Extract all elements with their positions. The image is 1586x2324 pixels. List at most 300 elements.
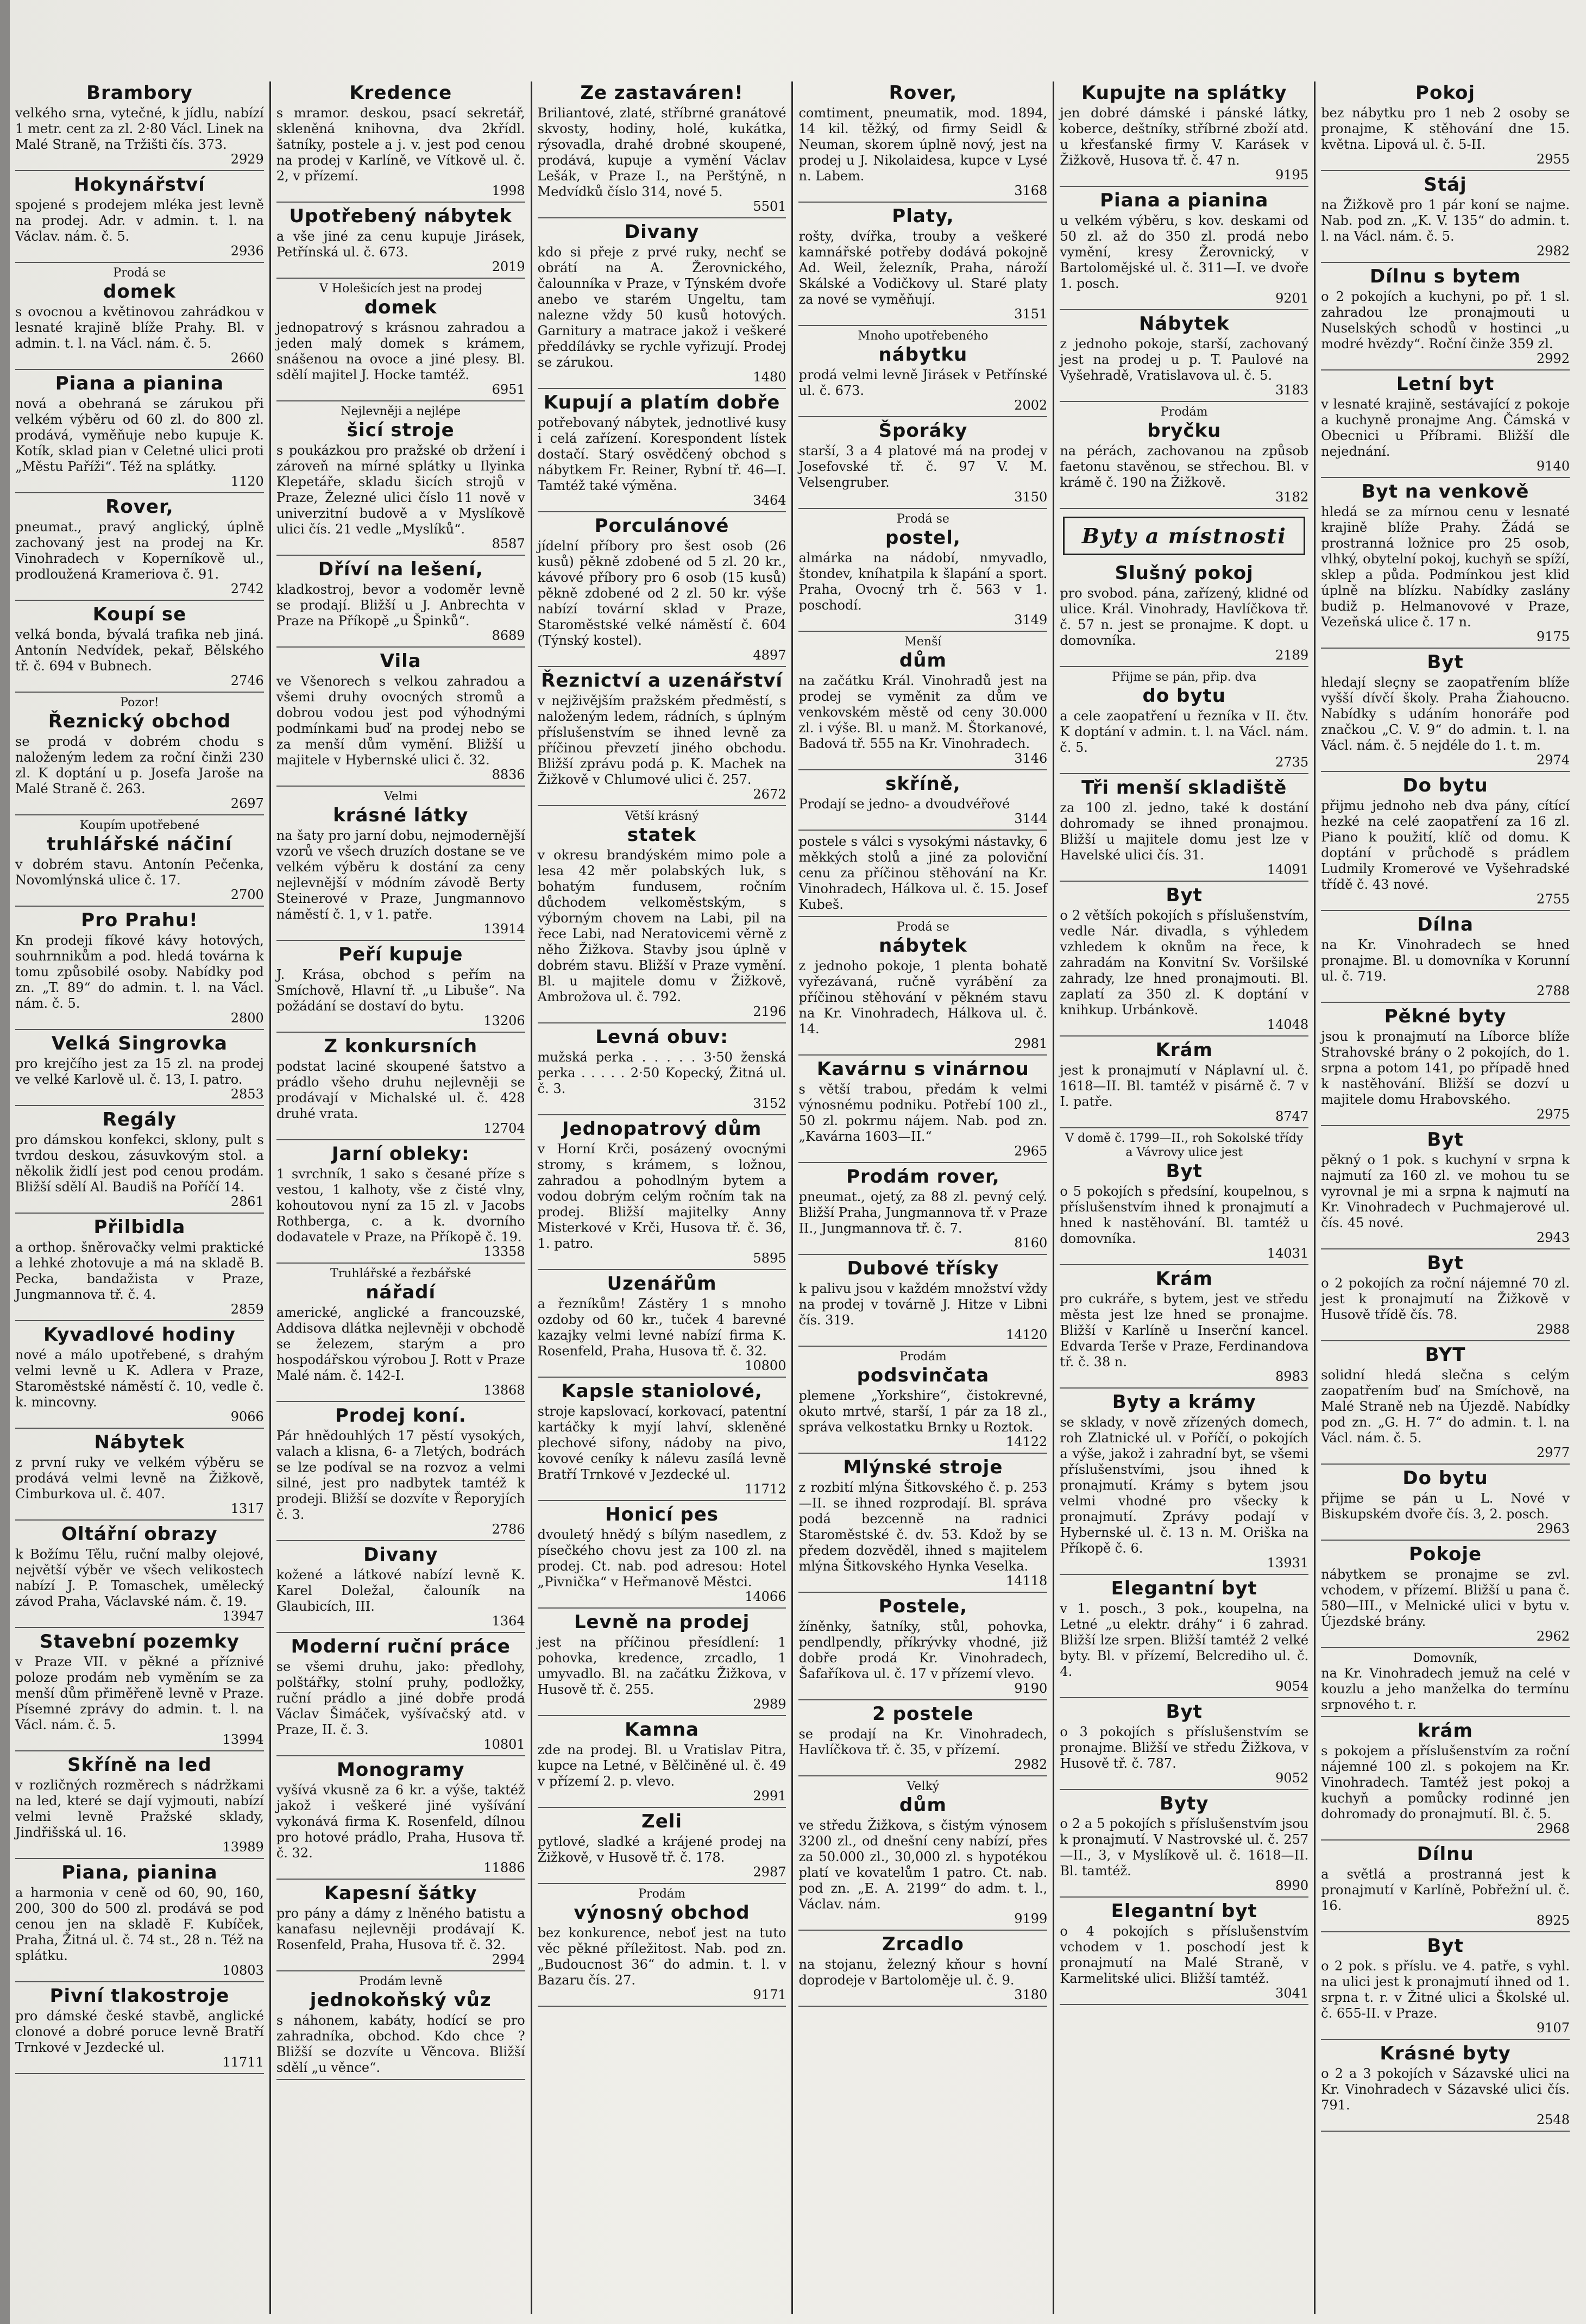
ad-headline: nábytek bbox=[879, 935, 967, 957]
classified-columns bbox=[10, 81, 1575, 2314]
ad-number: 2755 bbox=[1536, 891, 1570, 907]
classified-ad bbox=[1321, 2043, 1570, 2132]
ad-headline: Krám bbox=[1155, 1268, 1213, 1290]
ad-headline: Porculánové bbox=[594, 515, 729, 537]
ad-headline: skříně, bbox=[885, 773, 961, 795]
classified-ad bbox=[15, 1324, 264, 1429]
ad-headline: krásné látky bbox=[333, 805, 469, 826]
classified-ad bbox=[538, 1504, 786, 1609]
ad-headline: Pěkné byty bbox=[1384, 1006, 1507, 1027]
ad-headline: Byty a krámy bbox=[1112, 1391, 1256, 1413]
ad-kicker: Prodám levně bbox=[359, 1975, 443, 1988]
ad-headline: Hokynářství bbox=[74, 174, 205, 196]
classified-ad bbox=[1060, 405, 1308, 509]
ad-body: žíněnky, šatníky, stůl, pohovka, pendlpendly, příkrývky vhodné, již dobře prodá Kr. Vinohradech, Šafaříkova ul. č. 17 v přízemí vlevo. bbox=[798, 1619, 1048, 1681]
ad-number: 14122 bbox=[1005, 1434, 1048, 1449]
classified-ad bbox=[1060, 190, 1308, 310]
classified-ad bbox=[1321, 1936, 1570, 2040]
ad-number: 14031 bbox=[1267, 1246, 1309, 1261]
ad-body: postele s válci s vysokými nástavky, 6 měkkých stolů a jiné za poloviční cenu za příčinou stěhování na Kr. Vinohradech, Hálkova ul. č. 15. Josef Kubeš. bbox=[798, 834, 1048, 912]
ad-number: 9199 bbox=[1014, 1911, 1048, 1926]
ad-number: 2991 bbox=[753, 1788, 786, 1804]
ad-number: 2700 bbox=[230, 887, 264, 902]
classified-ad bbox=[276, 1544, 525, 1633]
ad-body: hledá se za mírnou cenu v lesnaté krajině blíže Prahy. Žádá se prostranná ložnice pro 25 osob, vlhký, obytelní pokoj, kuchyň se spíží, sklep a půda. Podmínkou jest klid úplně na blízku. Nabídky zaslány budiž p. Helmanovové v Praze, Vezeňská ulice č. 17 n. bbox=[1321, 504, 1570, 630]
ad-number: 2002 bbox=[1014, 398, 1048, 413]
ad-headline: podsvinčata bbox=[857, 1365, 990, 1386]
ad-body: na Kr. Vinohradech jemuž na celé v kouzlu a jeho manželka do termínu srpnového t. r. bbox=[1321, 1666, 1570, 1712]
ad-number: 2974 bbox=[1536, 752, 1570, 768]
ad-number: 2800 bbox=[230, 1010, 264, 1026]
classified-ad bbox=[276, 1405, 525, 1541]
ad-body: kladkostroj, bevor a vodoměr levně se prodají. Bližší u J. Anbrechta v Praze na Příkopě „u Špinků“. bbox=[276, 582, 525, 629]
ad-headline: Z konkursních bbox=[324, 1035, 478, 1057]
ad-headline: Dílnu bbox=[1417, 1843, 1474, 1865]
ad-headline: Dílnu s bytem bbox=[1370, 266, 1521, 287]
ad-headline: Rover, bbox=[889, 82, 958, 104]
ad-number: 11886 bbox=[483, 1860, 525, 1875]
classified-ad bbox=[15, 1986, 264, 2074]
ad-number: 2963 bbox=[1536, 1521, 1570, 1536]
ad-number: 8689 bbox=[492, 628, 525, 643]
classified-ad bbox=[538, 1719, 786, 1808]
ad-number: 3151 bbox=[1014, 306, 1048, 322]
ad-body: v nejživějším pražském předměstí, s naloženým ledem, rádních, s úplným příslušenstvím se ihned levně za příčinou převzetí jiného obchodu. Bližší zprávu podá p. K. Machek na Žižkově v Chlumové ulici č. 257. bbox=[537, 693, 786, 787]
classified-ad bbox=[1060, 83, 1308, 187]
ad-body: o 5 pokojích s předsíní, koupelnou, s příslušenstvím ihned k pronajmutí a hned k nastěhování. Bl. tamtéž u domovníka. bbox=[1060, 1184, 1309, 1246]
ad-number: 2788 bbox=[1536, 983, 1570, 998]
ad-kicker: Větší krásný bbox=[625, 809, 699, 823]
ad-number: 2982 bbox=[1014, 1757, 1048, 1772]
ad-number: 14048 bbox=[1267, 1017, 1309, 1032]
ad-body: na šaty pro jarní dobu, nejmodernější vzorů ve všech druzích dostane se ve velkém výběru k dostání za ceny nejlevnější v módním závodě Berty Steinerové v Praze, Jungmannovo náměstí č. 1, v 1. patře. bbox=[276, 828, 525, 922]
ad-number: 9201 bbox=[1275, 291, 1309, 306]
ad-number: 5895 bbox=[753, 1251, 786, 1266]
ad-body: v lesnaté krajině, sestávající z pokoje a kuchyně pronajme Ang. Čámská v Obecnici u Příbrami. Bližší dle nejednání. bbox=[1321, 397, 1570, 459]
ad-body: s větší trabou, předám k velmi výnosnému podniku. Potřebí 100 zl., 50 zl. pokrmu nájem. Nab. pod zn. „Kavárna 1603—II.“ bbox=[798, 1082, 1048, 1144]
ad-body: potřebovaný nábytek, jednotlivé kusy i celá zařízení. Korespondent lístek dostačí. Starý osvědčený obchod s nábytkem Fr. Reiner, Rybní tř. 46—I. Tamtéž také výměna. bbox=[537, 415, 786, 493]
ad-number: 2965 bbox=[1014, 1144, 1048, 1159]
ad-number: 2968 bbox=[1536, 1821, 1570, 1836]
ad-body: s mramor. deskou, psací sekretář, skleněná knihovna, dva 2křídl. šatníky, postele a j. v. jest pod cenou na prodej v Karlíně, ve Vítkově ul. č. 2, v přízemí. bbox=[276, 105, 525, 184]
ad-number: 2994 bbox=[492, 1952, 525, 1967]
classified-ad bbox=[15, 1631, 264, 1751]
ad-body: jen dobré dámské i pánské látky, koberce, deštníky, stříbrné zboží atd. u křesťanské firmy V. Karásek v Žižkově, Husova tř. č. 47 n. bbox=[1060, 105, 1309, 168]
classified-ad bbox=[798, 635, 1047, 770]
ad-body: jest k pronajmutí v Náplavní ul. č. 1618—II. Bl. tamtéž v pisárně č. 7 v I. patře. bbox=[1060, 1063, 1309, 1109]
ad-number: 3464 bbox=[753, 493, 786, 508]
ad-kicker: Truhlářské a řezbářské bbox=[330, 1267, 471, 1280]
ad-body: pěkný o 1 pok. s kuchyní v srpna k najmutí za 160 zl. ve mohou tu se vyrovnal je mi a srpna k najmutí na Kr. Vinohradech v Puchmajerové ul. čís. 45 nové. bbox=[1321, 1152, 1570, 1230]
ad-headline: Pokoje bbox=[1409, 1543, 1482, 1565]
classified-ad bbox=[538, 1381, 786, 1501]
classified-ad bbox=[798, 1350, 1047, 1454]
classified-ad bbox=[15, 1524, 264, 1628]
classified-ad bbox=[1060, 670, 1308, 774]
ad-body: bez konkurence, neboť jest na tuto věc pěkné příležitost. Nab. pod zn. „Budoucnost 36“ do admin. t. l. v Bazaru čís. 27. bbox=[537, 1925, 786, 1988]
classified-ad bbox=[1321, 1345, 1570, 1465]
ad-number: 3183 bbox=[1275, 382, 1309, 398]
ad-body: Prodají se jedno- a dvoudvéřové bbox=[798, 796, 1010, 812]
ad-headline: Kapsle staniolové, bbox=[561, 1380, 763, 1402]
ad-number: 2189 bbox=[1275, 648, 1309, 663]
classified-ad bbox=[15, 266, 264, 370]
ad-headline: šicí stroje bbox=[347, 419, 455, 441]
ad-body: zde na prodej. Bl. u Vratislav Pitra, kupce na Letné, v Bělčiněné ul. č. 49 v přízemí 2. p. vlevo. bbox=[537, 1742, 786, 1789]
ad-body: s poukázkou pro pražské ob držení i zároveň na mírné splátky u Ilyinka Klepetáře, skladu šicích strojů v Praze, Železné ulici číslo 11 nově v univerzitní budově a v Myslíkově ulici čís. 21 vedle „Myslíků“. bbox=[276, 443, 525, 537]
ad-headline: do bytu bbox=[1142, 685, 1226, 707]
ad-number: 13206 bbox=[483, 1013, 525, 1028]
ad-body: a řezníkům! Zástěry 1 s mnoho ozdoby od 60 kr., tuček 4 barevné kazajky velmi levné nabízí firma K. Rosenfeld, Praha, Husova tř. č. 32. bbox=[537, 1296, 786, 1359]
ad-number: 1364 bbox=[492, 1613, 525, 1629]
ad-body: jednopatrový s krásnou zahradou a jeden malý domek s krámem, snášenou na ovoce a jiné plesy. Bl. sdělí majitel J. Hocke tamtéž. bbox=[276, 320, 525, 382]
ad-kicker: Velký bbox=[907, 1780, 940, 1793]
ad-number: 5501 bbox=[753, 199, 786, 214]
classified-ad bbox=[1321, 174, 1570, 263]
classified-ad bbox=[1321, 1468, 1570, 1541]
ad-body: se všemi druhu, jako: předlohy, polštářky, stolní pruhy, podložky, ruční prádlo a jiné dobře prodá Václav Šimáček, vyšívačský atd. v Praze, II. č. 3. bbox=[276, 1659, 525, 1737]
ad-headline: Nábytek bbox=[1138, 313, 1230, 335]
ad-number: 3180 bbox=[1014, 1987, 1048, 2002]
classified-ad bbox=[15, 373, 264, 493]
ad-headline: Oltářní obrazy bbox=[61, 1523, 218, 1545]
classified-ad bbox=[15, 819, 264, 907]
ad-number: 3182 bbox=[1275, 489, 1309, 505]
classified-ad bbox=[15, 174, 264, 263]
ad-body: pro dámskou konfekci, sklony, pult s tvrdou deskou, zásuvkovým stol. a několik židlí jest pod cenou prodám. Bližší sdělí Al. Baudiš na Poříčí 14. bbox=[15, 1132, 264, 1195]
ad-headline: statek bbox=[627, 824, 697, 846]
ad-number: 2697 bbox=[230, 796, 264, 811]
ad-number: 2859 bbox=[230, 1302, 264, 1317]
ad-number: 4897 bbox=[753, 648, 786, 663]
ad-headline: Byt bbox=[1427, 651, 1464, 673]
classified-ad bbox=[538, 670, 786, 806]
ad-number: 11711 bbox=[222, 2055, 264, 2070]
classified-ad bbox=[276, 559, 525, 648]
ad-number: 14091 bbox=[1267, 862, 1309, 877]
ad-body: J. Krása, obchod s peřím na Smíchově, Hlavní tř. „u Libuše“. Na požádání se dostaví do bytu. bbox=[276, 967, 525, 1014]
ad-headline: Mlýnské stroje bbox=[843, 1456, 1003, 1478]
ad-number: 9171 bbox=[753, 1987, 786, 2002]
ad-headline: domek bbox=[103, 281, 176, 303]
ad-headline: Elegantní byt bbox=[1111, 1900, 1257, 1922]
ad-number: 10801 bbox=[483, 1737, 525, 1752]
ad-body: pro krejčího jest za 15 zl. na prodej ve velké Karlově ul. č. 13, I. patro. bbox=[15, 1056, 264, 1087]
ad-headline: krám bbox=[1418, 1720, 1473, 1742]
ad-number: 9195 bbox=[1275, 167, 1309, 183]
ad-body: a světlá a prostranná jest k pronajmutí v Karlíně, Pobřežní ul. č. 16. bbox=[1321, 1867, 1570, 1913]
ad-number: 2987 bbox=[753, 1864, 786, 1880]
ad-body: pro cukráře, s bytem, jest ve středu města jest lze hned se pronajme. Bližší v Karlíně u Inserční kancel. Edvarda Terše v Praze, Ferdinandova tř. č. 38 n. bbox=[1060, 1291, 1309, 1370]
ad-body: o 4 pokojích s příslušenstvím vchodem v 1. poschodí jest k pronajmutí na Malé Straně, v Karmelitské ulici. Bližší tamtéž. bbox=[1060, 1924, 1309, 1986]
ad-headline: Krám bbox=[1155, 1039, 1213, 1061]
ad-body: velkého srna, vytečné, k jídlu, nabízí 1 metr. cent za zl. 2·80 Václ. Linek na Malé Straně, na Tržišti čís. 373. bbox=[15, 105, 264, 152]
ad-headline: BYT bbox=[1425, 1344, 1466, 1366]
ad-headline: Řeznický obchod bbox=[48, 711, 231, 732]
ad-body: stroje kapslovací, korkovací, patentní kartáčky k myjí lahví, skleněné plechové sifony, nádoby na pivo, kovové ceníky k nálevu zasílá levně Bratří Trnkové v Jezdecké ul. bbox=[537, 1404, 786, 1482]
ad-kicker: Prodá se bbox=[113, 266, 166, 280]
ad-body: almárka na nádobí, nmyvadlo, štondev, kníhatpila k šlapání a sport. Praha, Ovocný trh č. 563 v 1. poschodí. bbox=[798, 550, 1048, 613]
ad-body: jsou k pronajmutí na Líborce blíže Strahovské brány o 2 pokojích, do 1. srpna a potom 141, po případě hned k nastěhování. Bližší se dozví u majitele domu Hrabovského. bbox=[1321, 1029, 1570, 1107]
ad-body: na Žižkově pro 1 pár koní se najme. Nab. pod zn. „K. V. 135“ do admin. t. l. na Václ. nám. č. 5. bbox=[1321, 197, 1570, 244]
ad-number: 2982 bbox=[1536, 243, 1570, 259]
ad-body: se prodají na Kr. Vinohradech, Havlíčkova tř. č. 35, v přízemí. bbox=[798, 1726, 1048, 1757]
classified-ad bbox=[798, 512, 1047, 632]
ad-body: o 2 a 5 pokojích s příslušenstvím jsou k pronajmutí. V Nastrovské ul. č. 257—II., 3, v Myslíkově ul. č. 1618—II. Bl. tamtéž. bbox=[1060, 1816, 1309, 1879]
ad-number: 9107 bbox=[1536, 2020, 1570, 2036]
ad-headline: Upotřebený nábytek bbox=[289, 205, 513, 227]
classified-ad bbox=[1060, 885, 1308, 1037]
classified-ad bbox=[276, 1975, 525, 2080]
classified-ad bbox=[276, 1144, 525, 1264]
page-binding-edge bbox=[0, 0, 10, 2324]
ad-headline: jednokoňský vůz bbox=[310, 1989, 492, 2011]
classified-ad bbox=[1060, 563, 1308, 667]
ad-body: k Božímu Tělu, ruční malby olejové, největší výběr ve všech velikostech nabízí J. P. Tomaschek, umělecký závod Praha, Václavské nám. č. 19. bbox=[15, 1547, 264, 1609]
ad-number: 3146 bbox=[1014, 751, 1048, 766]
ad-number: 8983 bbox=[1275, 1369, 1309, 1384]
ad-headline: Prodej koní. bbox=[335, 1405, 467, 1427]
ad-body: u velkém výběru, s kov. deskami od 50 zl. až do 350 zl. prodá nebo vymění, kresy Žerovnický, v Bartolomějské ul. č. 311—I. ve dvoře 1. posch. bbox=[1060, 213, 1309, 291]
ad-headline: Divany bbox=[624, 221, 700, 243]
classified-ad bbox=[276, 206, 525, 279]
classified-ad bbox=[1321, 1544, 1570, 1648]
ad-body: přijmu jednoho neb dva pány, cítící hezké na celé zaopatření za 16 zl. Piano k použití, klíč od domu. K doptání v průchodě s prádlem Ludmily Kromerové ve Vyšehradské třídě č. 43 nové. bbox=[1321, 798, 1570, 892]
ad-body: o 2 pokojích za roční nájemné 70 zl. jest k pronajmutí na Žižkově v Husově třídě čís. 78. bbox=[1321, 1276, 1570, 1322]
classified-ad bbox=[798, 206, 1047, 326]
classified-ad bbox=[1321, 914, 1570, 1003]
ad-body: se prodá v dobrém chodu s naloženým ledem za roční činži 230 zl. K doptání u p. Josefa Jaroše na Malé Straně č. 263. bbox=[15, 734, 264, 796]
ad-headline: Dílna bbox=[1417, 914, 1474, 935]
classified-ad bbox=[538, 1273, 786, 1378]
classified-ad bbox=[538, 809, 786, 1023]
ad-headline: Letní byt bbox=[1396, 373, 1495, 395]
ad-number: 2929 bbox=[230, 152, 264, 167]
column-3 bbox=[532, 81, 794, 2314]
ad-number: 13358 bbox=[483, 1244, 525, 1259]
ad-body: americké, anglické a francouzské, Addisova dlátka nejlevněji v obchodě se železem, starým a pro hospodářskou výrobou J. Rott v Praze Malé nám. č. 142-I. bbox=[276, 1305, 525, 1383]
classified-ad bbox=[15, 1755, 264, 1859]
ad-number: 13947 bbox=[222, 1609, 264, 1624]
classified-ad bbox=[1060, 1578, 1308, 1698]
ad-body: k palivu jsou v každém množství vždy na prodej v továrně J. Hitze v Libni čís. 319. bbox=[798, 1281, 1048, 1328]
ad-body: pneumat., ojetý, za 88 zl. pevný celý. Bližší Praha, Jungmannova tř. v Praze II., Jungmannova tř. č. 7. bbox=[798, 1189, 1048, 1236]
ad-headline: Uzenářům bbox=[607, 1273, 717, 1295]
ad-body: vyšívá vkusně za 6 kr. a výše, taktéž jakož i veškeré jiné vyšívání vykonává firma K. Rosenfeld, dílnou pro hotové prádlo, Praha, Husova tř. č. 32. bbox=[276, 1782, 525, 1861]
ad-number: 3149 bbox=[1014, 612, 1048, 627]
ad-number: 3168 bbox=[1014, 183, 1048, 198]
ad-body: rošty, dvířka, trouby a veškeré kamnářské potřeby dodává pokojně Ad. Weil, železník, Praha, nároží Skálské a Vodičkovy ul. Staré platy za nové se vyměňují. bbox=[798, 229, 1048, 307]
ad-body: comtiment, pneumatik, mod. 1894, 14 kil. těžký, od firmy Seidl & Neuman, skorem úplně nový, jest na prodej u J. Nikolaidesa, kupce v Lysé n. Labem. bbox=[798, 105, 1048, 184]
ad-headline: Slušný pokoj bbox=[1115, 562, 1254, 584]
column-2 bbox=[271, 81, 532, 2314]
ad-number: 1480 bbox=[753, 369, 786, 385]
ad-body: hledají sleçny se zaopatřením blíže vyšší dívčí školy. Praha Žiahoucno. Nabídky s udáním honoráře pod značkou „C. V. 9“ do admin. t. l. na Václ. nám. č. 5 nejdéle do 1. t. m. bbox=[1321, 675, 1570, 753]
ad-number: 9052 bbox=[1275, 1770, 1309, 1786]
classified-ad bbox=[798, 1780, 1047, 1931]
classified-ad bbox=[538, 1612, 786, 1716]
column-5 bbox=[1054, 81, 1316, 2314]
ad-headline: Stavební pozemky bbox=[40, 1631, 240, 1653]
ad-number: 1998 bbox=[492, 183, 525, 198]
ad-headline: nářadí bbox=[366, 1282, 436, 1303]
ad-number: 3041 bbox=[1275, 1986, 1309, 2001]
ad-headline: Prodám rover, bbox=[846, 1166, 1000, 1188]
ad-body: přijme se pán u L. Nové v Biskupském dvoře čís. 3, 2. posch. bbox=[1321, 1491, 1570, 1522]
ad-body: o 2 a 3 pokojích v Sázavské ulici na Kr. Vinohradech v Sázavské ulici čís. 791. bbox=[1321, 2066, 1570, 2113]
ad-body: a harmonia v ceně od 60, 90, 160, 200, 300 do 500 zl. prodává se pod cenou jen na skladě F. Kubíček, Praha, Žitná ul. č. 74 st., 28 n. Též na splátku. bbox=[15, 1885, 264, 1963]
classified-ad bbox=[1321, 1844, 1570, 1932]
classified-ad bbox=[798, 920, 1047, 1056]
ad-body: na stojanu, železný kňour s hovní doprodeje v Bartoloměje ul. č. 9. bbox=[798, 1957, 1048, 1988]
classified-ad bbox=[276, 944, 525, 1033]
ad-headline: Levně na prodej bbox=[574, 1611, 750, 1633]
ad-number: 14120 bbox=[1005, 1327, 1048, 1342]
ad-number: 9190 bbox=[1014, 1681, 1048, 1696]
classified-ad bbox=[276, 1636, 525, 1756]
ad-kicker: Prodám bbox=[638, 1887, 685, 1901]
classified-ad bbox=[15, 1432, 264, 1521]
ad-number: 8925 bbox=[1536, 1913, 1570, 1928]
classified-ad bbox=[798, 1166, 1047, 1255]
ad-body: nové a málo upotřebené, s drahým velmi levně u K. Adlera v Praze, Staroměstské náměstí č. 10, vedle č. k. mincovny. bbox=[15, 1347, 264, 1410]
ad-body: kdo si přeje z prvé ruky, nechť se obrátí na A. Žerovnického, čalounníka v Praze, v Týnském dvoře anebo ve starém Ungeltu, tam nalezne vždy 50 kusů hotových. Garnitury a matrace jakož i veškeré předdílávky se rychle vyřizují. Prodej se zárukou. bbox=[537, 244, 786, 370]
ad-headline: Regály bbox=[102, 1109, 177, 1130]
classified-ad bbox=[1321, 374, 1570, 478]
ad-headline: Piana, pianina bbox=[61, 1862, 218, 1883]
ad-body: a cele zaopatření u řezníka v II. čtv. K doptání v admin. t. l. na Václ. nám. č. 5. bbox=[1060, 708, 1309, 755]
classified-ad bbox=[276, 1267, 525, 1402]
ad-kicker: Pozor! bbox=[120, 696, 159, 709]
ad-number: 13868 bbox=[483, 1383, 525, 1398]
ad-headline: Brambory bbox=[86, 82, 193, 104]
ad-headline: domek bbox=[364, 297, 437, 318]
ad-body: nová a obehraná se zárukou při velkém výběru od 60 zl. do 800 zl. prodává, vyměňuje nebo kupuje K. Kotík, sklad pian v Celetné ulici proti „Městu Paříži“. Též na splátky. bbox=[15, 396, 264, 474]
classified-ad bbox=[276, 651, 525, 787]
classified-ad bbox=[276, 1883, 525, 1971]
ad-headline: Rover, bbox=[105, 496, 174, 518]
column-6 bbox=[1316, 81, 1575, 2314]
ad-number: 8587 bbox=[492, 536, 525, 551]
ad-body: v 1. posch., 3 pok., koupelna, na Letné „u elektr. dráhy“ i 6 zahrad. Bližší lze srpen. Bližší tamtéž 2 velké byty. Bl. v přízemí, Belcrediho ul. č. 4. bbox=[1060, 1601, 1309, 1679]
ad-body: v okresu brandýském mimo pole a lesa 42 měr polabských luk, s bohatým fundusem, ročním důchodem velkoměstským, s výborným chovem na Labi, pil na řece Labi, nad Neratovicemi věrně z něho Žižkova. Stavby jsou úplně v dobrém stavu. Bližší v Praze vymění. Bl. u majitele domu v Žižkově, Ambrožova ul. č. 792. bbox=[537, 847, 786, 1004]
ad-headline: Divany bbox=[363, 1544, 438, 1566]
ad-number: 13994 bbox=[222, 1732, 264, 1747]
ad-headline: 2 postele bbox=[872, 1703, 974, 1725]
classified-ad bbox=[1060, 1132, 1308, 1265]
section-header: Byty a místnosti bbox=[1063, 517, 1305, 555]
ad-body: bez nábytku pro 1 neb 2 osoby se pronajme, K stěhování dne 15. května. Lipová ul. č. 5-II. bbox=[1321, 105, 1570, 152]
ad-body: v rozličných rozměrech s nádržkami na led, které se dají vyjmouti, nabízí velmi levně Pražské sklady, Jindřišská ul. 16. bbox=[15, 1777, 264, 1840]
ad-body: a vše jiné za cenu kupuje Jirásek, Petřínská ul. č. 673. bbox=[276, 229, 525, 260]
ad-headline: Byt bbox=[1427, 1252, 1464, 1274]
ad-number: 2672 bbox=[753, 787, 786, 802]
ad-number: 2548 bbox=[1536, 2112, 1570, 2127]
ad-body: o 2 pokojích a kuchyni, po př. 1 sl. zahradou lze pronajmouti u Nuselských schodů v hostinci „u modré hvězdy“. Roční činže 359 zl. bbox=[1321, 289, 1570, 351]
ad-body: s ovocnou a květinovou zahrádkou v lesnaté krajině blíže Prahy. Bl. v admin. t. l. na Václ. nám. č. 5. bbox=[15, 304, 264, 351]
ad-kicker: Nejlevněji a nejlépe bbox=[341, 405, 461, 418]
ad-body: na pérách, zachovanou na způsob faetonu stavěnou, se střechou. Bl. v krámě č. 190 na Žižkově. bbox=[1060, 443, 1309, 490]
ad-headline: Piana a pianina bbox=[55, 373, 224, 394]
classified-ad bbox=[276, 1036, 525, 1140]
ad-headline: postel, bbox=[885, 527, 961, 549]
ad-headline: Byt na venkově bbox=[1361, 481, 1530, 503]
classified-ad bbox=[538, 83, 786, 218]
ad-number: 1120 bbox=[230, 474, 264, 489]
ad-body: pro pány a dámy z lněného batistu a kanafasu nejlevněji prodávají K. Rosenfeld, Praha, Husova tř. č. 32. bbox=[276, 1906, 525, 1952]
ad-number: 2735 bbox=[1275, 755, 1309, 770]
ad-number: 2975 bbox=[1536, 1107, 1570, 1122]
classified-ad bbox=[15, 1217, 264, 1321]
ad-body: podstat laciné skoupené šatstvo a prádlo všeho druhu nejlevněji se prodávají v Michalské ul. č. 428 druhé vrata. bbox=[276, 1059, 525, 1121]
classified-ad bbox=[15, 83, 264, 171]
classified-ad bbox=[15, 1033, 264, 1106]
classified-ad bbox=[798, 1934, 1047, 2007]
ad-number: 2742 bbox=[230, 581, 264, 596]
ad-number: 2992 bbox=[1536, 351, 1570, 366]
classified-ad bbox=[15, 604, 264, 693]
ad-number: 2019 bbox=[492, 259, 525, 274]
ad-headline: Stáj bbox=[1424, 174, 1467, 196]
ad-body: na Kr. Vinohradech se hned pronajme. Bl. u domovníka v Korunní ul. č. 719. bbox=[1321, 937, 1570, 984]
ad-headline: Ze zastaváren! bbox=[580, 82, 744, 104]
ad-body: se sklady, v nově zřízených domech, roh Zlatnické ul. v Poříčí, o pokojích a výše, jakož i zahradní byt, se všemi příslušenstvími, jsou ihned k pronajmutí. Krámy s bytem jsou velmi vhodné pro všecky k pronajmutí. Zprávy podají v Hybernské ul. č. 13 n. M. Oriška na Příkopě č. 6. bbox=[1060, 1415, 1309, 1556]
classified-ad bbox=[15, 1109, 264, 1214]
ad-body: prodá velmi levně Jirásek v Petřínské ul. č. 673. bbox=[798, 367, 1048, 398]
ad-body: s pokojem a příslušenstvím za roční nájemné 100 zl. s pokojem na Kr. Vinohradech. Tamtéž jest pokoj a kuchyň a pomůcky rodinné jen dohromady do pronajmutí. Bl. č. 5. bbox=[1321, 1743, 1570, 1821]
classified-ad bbox=[15, 696, 264, 815]
classified-ad bbox=[538, 222, 786, 389]
ad-kicker: Koupím upotřebené bbox=[79, 819, 200, 832]
ad-headline: Byt bbox=[1166, 1160, 1203, 1182]
ad-headline: Přilbidla bbox=[93, 1216, 186, 1238]
ad-headline: Dubové třísky bbox=[847, 1258, 999, 1279]
classified-ad bbox=[1060, 1901, 1308, 2005]
ad-headline: Elegantní byt bbox=[1111, 1578, 1257, 1599]
ad-headline: truhlářské náčiní bbox=[47, 833, 232, 855]
ad-body: za 100 zl. jedno, také k dostání dohromady se ihned pronajmou. Bližší u majitele domu jest lze v Havelské ulici čís. 31. bbox=[1060, 800, 1309, 863]
ad-headline: nábytku bbox=[878, 344, 968, 366]
ad-body: z jednoho pokoje, 1 plenta bohatě vyřezávaná, ručně vyrábění za příčinou stěhování v pěkném stavu na Kr. Vinohradech, Hálkova ul. č. 14. bbox=[798, 958, 1048, 1037]
ad-body: mužská perka . . . . . 3·50 ženská perka . . . . . 2·50 Kopecký, Žitná ul. č. 3. bbox=[537, 1050, 786, 1096]
ad-number: 3144 bbox=[1014, 811, 1048, 826]
ad-headline: Kamna bbox=[625, 1719, 699, 1741]
ad-kicker: Velmi bbox=[383, 790, 418, 803]
classified-ad bbox=[1060, 313, 1308, 402]
ad-body: spojené s prodejem mléka jest levně na prodej. Adr. v admin. t. l. na Václav. nám. č. 5. bbox=[15, 197, 264, 244]
classified-ad bbox=[15, 910, 264, 1030]
classified-ad bbox=[1321, 83, 1570, 171]
classified-ad bbox=[798, 83, 1047, 203]
ad-number: 2943 bbox=[1536, 1230, 1570, 1245]
ad-headline: Byt bbox=[1427, 1129, 1464, 1151]
ad-headline: Pivní tlakostroje bbox=[49, 1985, 230, 2007]
ad-body: v Praze VII. v pěkné a příznivé poloze prodám neb vyměním se za menší dům přiměřeně levně v Praze. Písemné zprávy do admin. t. l. na Václ. nám. č. 5. bbox=[15, 1654, 264, 1732]
ad-kicker: Prodám bbox=[1160, 405, 1208, 419]
ad-number: 13989 bbox=[222, 1839, 264, 1855]
ad-kicker: Prodám bbox=[899, 1350, 947, 1364]
ad-headline: bryčku bbox=[1147, 420, 1222, 442]
ad-body: dvouletý hnědý s bílým nasedlem, z písečkého chovu jest za 100 zl. na prodej. Ct. nab. pod adresou: Hotel „Pivnička“ v Heřmanově Městci. bbox=[537, 1527, 786, 1590]
ad-number: 8747 bbox=[1275, 1109, 1309, 1124]
ad-headline: Pokoj bbox=[1415, 82, 1476, 104]
ad-headline: Byt bbox=[1166, 1701, 1203, 1723]
ad-body: velká bonda, bývalá trafika neb jiná. Antonín Nedvídek, pekař, Bělského tř. č. 694 v Bubnech. bbox=[15, 627, 264, 674]
column-1 bbox=[10, 81, 271, 2314]
ad-headline: Monogramy bbox=[337, 1759, 465, 1781]
ad-number: 6951 bbox=[492, 382, 525, 397]
ad-kicker: Menší bbox=[904, 635, 942, 649]
